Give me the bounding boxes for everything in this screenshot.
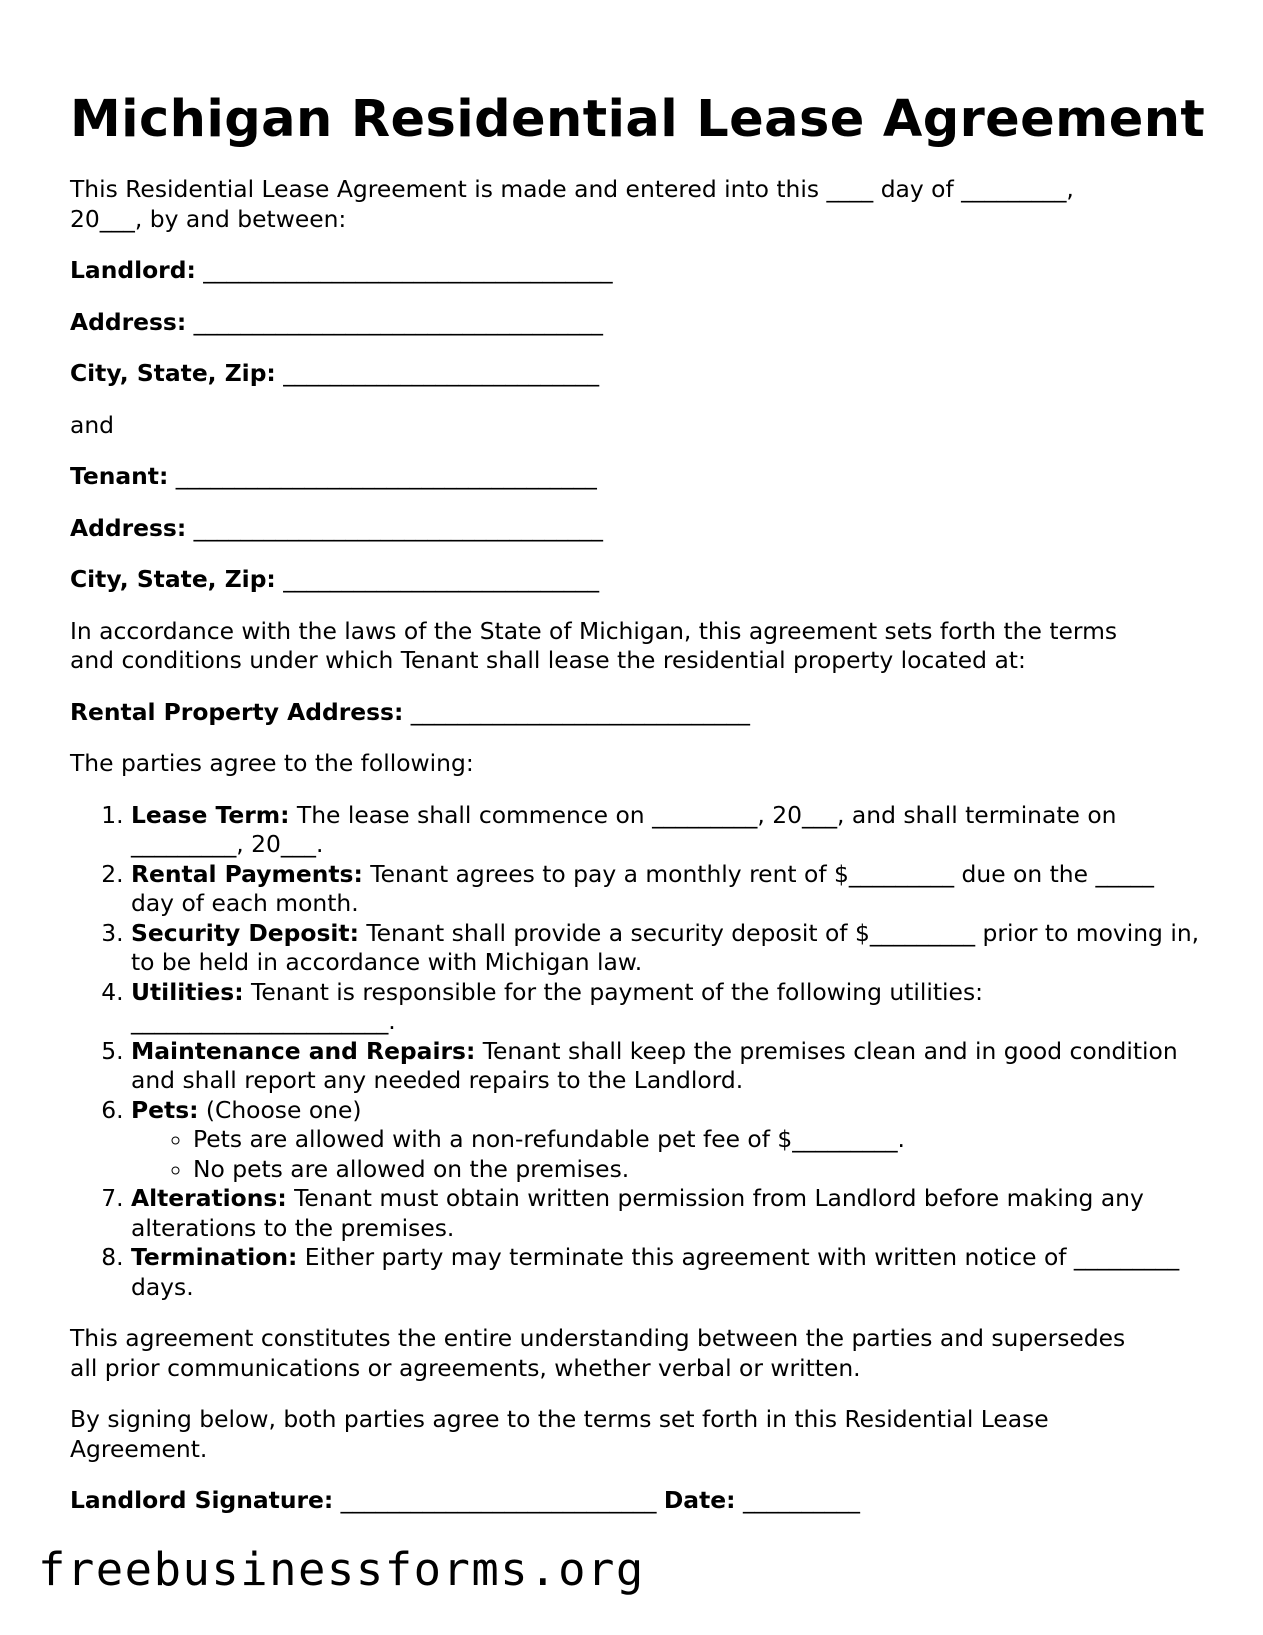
landlord-signature-blank: ___________________________ — [340, 1486, 657, 1514]
term-label: Alterations: — [131, 1184, 287, 1212]
property-address-field — [70, 698, 1200, 728]
tenant-city-label: City, State, Zip: — [70, 565, 276, 593]
intro-paragraph — [70, 175, 1200, 234]
term-text: Tenant must obtain written permission from Landlord before making any alterations to the premises. — [131, 1184, 1144, 1242]
tenant-address-blank: ___________________________________ — [193, 513, 603, 542]
entire-agreement-paragraph — [70, 1324, 1200, 1383]
tenant-blank: ____________________________________ — [175, 462, 597, 490]
signing-line-1: By signing below, both parties agree to the terms set forth in this Residential Lease — [70, 1405, 1049, 1433]
term-alterations — [131, 1184, 1200, 1243]
terms-list — [70, 801, 1200, 1303]
term-termination — [131, 1243, 1200, 1302]
document-title: Michigan Residential Lease Agreement — [70, 90, 1206, 149]
tenant-address-label: Address: — [70, 513, 187, 542]
term-label: Security Deposit: — [131, 918, 359, 947]
entire-line-2: all prior communications or agreements, whether verbal or written. — [70, 1353, 861, 1382]
property-address-label: Rental Property Address: — [70, 697, 404, 726]
landlord-city-label: City, State, Zip: — [70, 359, 276, 387]
watermark: freebusinessforms.org — [38, 1543, 645, 1596]
term-label: Maintenance and Repairs: — [131, 1036, 476, 1065]
parties-agree-text: The parties agree to the following: — [70, 749, 474, 777]
landlord-signature-row — [70, 1486, 1200, 1516]
term-text: Tenant agrees to pay a monthly rent of $_________ due on the _____ day of each month. — [131, 859, 1154, 917]
term-label: Rental Payments: — [131, 859, 363, 888]
and-text: and — [70, 410, 115, 439]
landlord-blank: ___________________________________ — [203, 256, 613, 284]
intro-line-2: 20___, by and between: — [70, 204, 347, 233]
landlord-address-blank: ___________________________________ — [193, 307, 603, 336]
property-address-blank: _____________________________ — [410, 697, 750, 726]
tenant-city-blank: ___________________________ — [283, 565, 600, 593]
lease-document — [70, 86, 1206, 1516]
tenant-field — [70, 462, 1200, 492]
term-label: Lease Term: — [131, 800, 290, 829]
intro-line-1: This Residential Lease Agreement is made and entered into this ____ day of _________, — [70, 175, 1074, 203]
pet-option-not-allowed: ◦ No pets are allowed on the premises. — [193, 1155, 1200, 1185]
term-maintenance — [131, 1037, 1200, 1096]
accordance-paragraph — [70, 617, 1200, 676]
term-pets — [131, 1096, 1200, 1185]
landlord-signature-label: Landlord Signature: — [70, 1486, 334, 1514]
tenant-address-field — [70, 514, 1200, 544]
landlord-address-label: Address: — [70, 307, 187, 336]
term-text: (Choose one) — [198, 1095, 362, 1124]
accordance-line-2: and conditions under which Tenant shall lease the residential property located at: — [70, 646, 1026, 674]
signing-paragraph — [70, 1405, 1200, 1464]
landlord-field — [70, 256, 1200, 286]
term-text: The lease shall commence on _________, 20___, and shall terminate on _________, 20___. — [131, 800, 1117, 858]
pet-options-list — [131, 1125, 1200, 1184]
entire-line-1: This agreement constitutes the entire understanding between the parties and supersedes — [70, 1324, 1126, 1352]
landlord-label: Landlord: — [70, 256, 196, 284]
term-label: Pets: — [131, 1095, 199, 1124]
term-label: Utilities: — [131, 977, 244, 1006]
term-security-deposit — [131, 919, 1200, 978]
landlord-city-field — [70, 359, 1200, 389]
tenant-city-field — [70, 565, 1200, 595]
term-rental-payments — [131, 860, 1200, 919]
term-text: Tenant shall keep the premises clean and in good condition and shall report any needed repairs to the Landlord. — [131, 1036, 1178, 1094]
landlord-city-blank: ___________________________ — [283, 359, 600, 387]
term-lease-term — [131, 801, 1200, 860]
term-label: Termination: — [131, 1243, 298, 1271]
term-utilities — [131, 978, 1200, 1037]
date-blank: __________ — [742, 1486, 860, 1514]
date-label: Date: — [663, 1486, 736, 1514]
signing-line-2: Agreement. — [70, 1434, 208, 1463]
term-text: Tenant is responsible for the payment of the following utilities: ______________________. — [131, 977, 984, 1035]
tenant-label: Tenant: — [70, 462, 169, 490]
term-text: Tenant shall provide a security deposit of $_________ prior to moving in, to be held in accordance with Michigan law. — [131, 918, 1200, 976]
term-text: Either party may terminate this agreement with written notice of _________ days. — [131, 1243, 1180, 1301]
landlord-address-field — [70, 308, 1200, 338]
pet-option-allowed: ◦ Pets are allowed with a non-refundable pet fee of $_________. — [193, 1125, 1200, 1155]
accordance-line-1: In accordance with the laws of the State of Michigan, this agreement sets forth the terms — [70, 616, 1118, 645]
